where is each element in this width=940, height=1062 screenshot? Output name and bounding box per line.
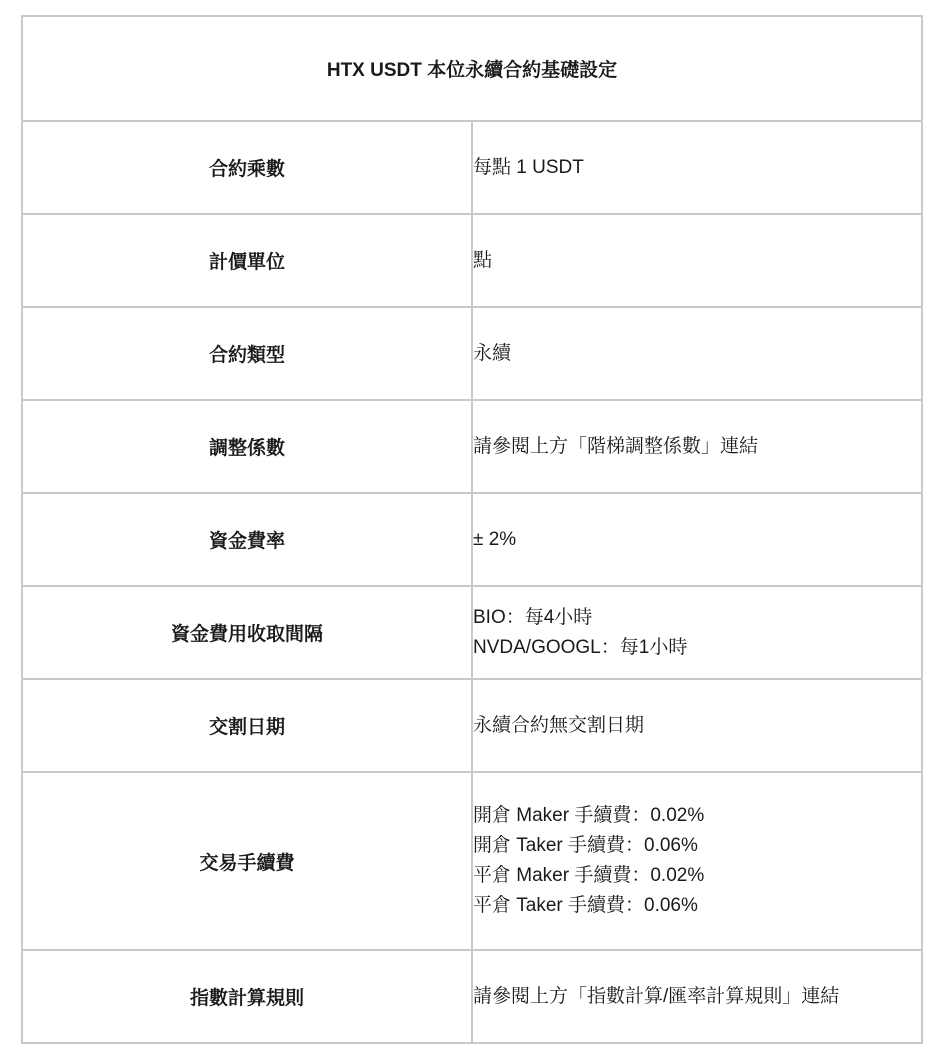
row-label: 資金費率: [22, 493, 472, 586]
row-value: [472, 586, 922, 679]
table-title: HTX USDT 本位永續合約基礎設定: [22, 16, 922, 121]
row-value: [472, 214, 922, 307]
value-line: 永續: [473, 342, 512, 364]
value-line: 平倉 Maker 手續費：0.02%: [473, 865, 705, 886]
table-row: [22, 679, 922, 772]
row-label: 合約乘數: [22, 121, 472, 214]
table-row: [22, 400, 922, 493]
row-value: [472, 400, 922, 493]
row-label: 指數計算規則: [22, 950, 472, 1043]
value-line: 請參閱上方「指數計算/匯率計算規則」連結: [473, 985, 840, 1007]
table-row: [22, 121, 922, 214]
value-line: 每點 1 USDT: [473, 156, 584, 178]
row-label: 調整係數: [22, 400, 472, 493]
table-row: [22, 950, 922, 1043]
value-line: 開倉 Maker 手續費：0.02%: [473, 805, 705, 826]
value-line: 點: [473, 249, 493, 271]
value-line: ± 2%: [473, 528, 517, 550]
row-value: [472, 493, 922, 586]
row-value: [472, 121, 922, 214]
table-row: [22, 586, 922, 679]
contract-spec-table: [21, 15, 923, 1044]
value-line: 請參閱上方「階梯調整係數」連結: [473, 435, 759, 457]
value-line: 平倉 Taker 手續費：0.06%: [473, 895, 698, 916]
row-value: [472, 679, 922, 772]
row-value: [472, 307, 922, 400]
row-label: 交易手續費: [22, 772, 472, 950]
value-line: 永續合約無交割日期: [473, 714, 645, 736]
table-row: [22, 772, 922, 950]
row-value: [472, 950, 922, 1043]
row-label: 資金費用收取間隔: [22, 586, 472, 679]
table-row: [22, 214, 922, 307]
value-line: BIO：每4小時: [473, 606, 593, 628]
row-value: [472, 772, 922, 950]
value-line: NVDA/GOOGL：每1小時: [473, 636, 688, 658]
row-label: 交割日期: [22, 679, 472, 772]
table-row: [22, 493, 922, 586]
row-label: 計價單位: [22, 214, 472, 307]
row-label: 合約類型: [22, 307, 472, 400]
table-row: [22, 307, 922, 400]
value-line: 開倉 Taker 手續費：0.06%: [473, 835, 698, 856]
